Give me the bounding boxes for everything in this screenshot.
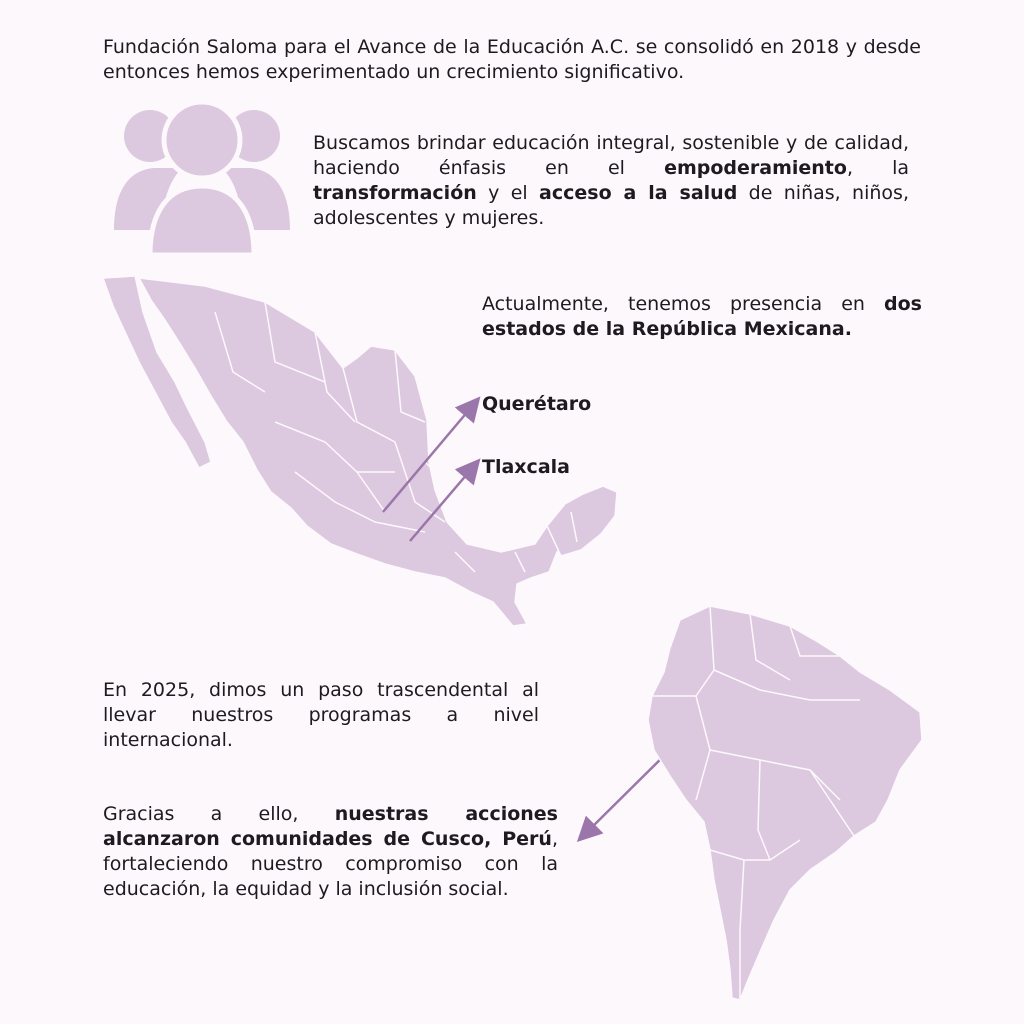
mission-paragraph: Buscamos brindar educación integral, sostenible y de calidad, haciendo énfasis en el empoderamiento, la transformación y el acceso a la salud de niñas, niños, adolescentes y mujeres. <box>313 132 909 229</box>
peru-paragraph: Gracias a ello, nuestras acciones alcanzaron comunidades de Cusco, Perú, fortaleciendo nuestro compromiso con la educación, la equidad y la inclusión social. <box>103 803 558 900</box>
international-paragraph: En 2025, dimos un paso trascendental al llevar nuestros programas a nivel internacional. <box>103 679 539 751</box>
south-america-map <box>640 600 930 1010</box>
presence-paragraph: Actualmente, tenemos presencia en dos estados de la República Mexicana. <box>482 293 922 340</box>
people-group-icon <box>112 100 292 260</box>
intro-paragraph: Fundación Saloma para el Avance de la Educación A.C. se consolidó en 2018 y desde entonces hemos experimentado un crecimiento significativo. <box>103 36 921 83</box>
state-queretaro: Querétaro <box>482 393 592 415</box>
state-tlaxcala: Tlaxcala <box>482 456 570 478</box>
